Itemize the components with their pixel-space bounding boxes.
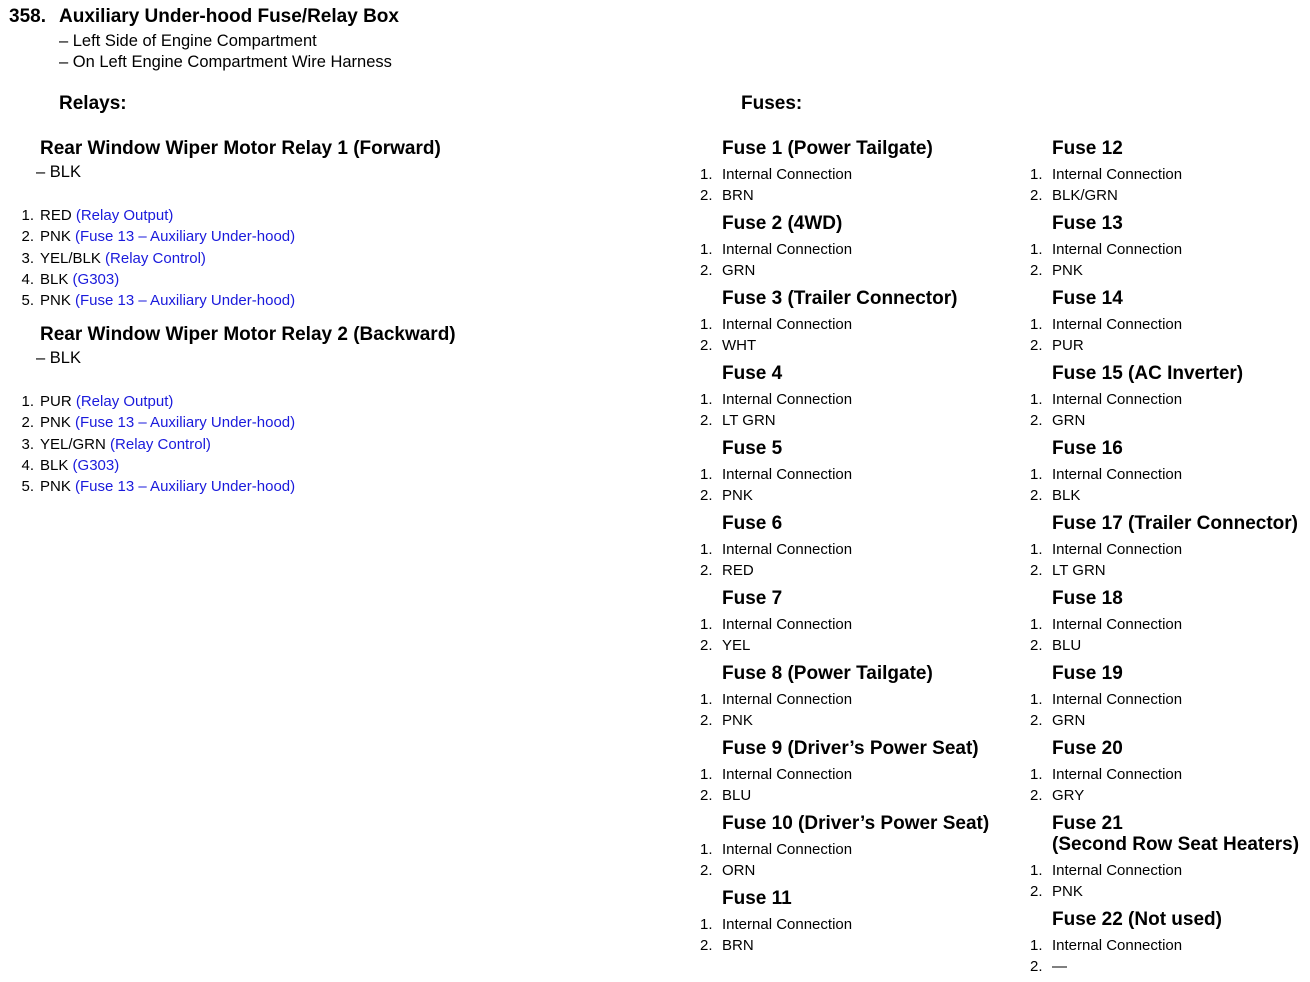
pin-description: Internal Connection (722, 541, 853, 558)
pin-description: PUR (1052, 337, 1084, 354)
fuse-title (722, 888, 792, 909)
pin-description: PNK (722, 487, 753, 504)
pin-number: 2. (700, 562, 713, 579)
pin-description: Internal Connection (722, 916, 853, 933)
pin-number: 2. (700, 262, 713, 279)
fuse-pin-row (1030, 635, 1310, 656)
pin-number: 1. (700, 466, 713, 483)
pin-number: 1. (700, 541, 713, 558)
pin-description (40, 226, 295, 247)
pin-description: GRY (1052, 787, 1085, 804)
pin-description (40, 434, 211, 455)
pin-number: 1. (1030, 466, 1043, 483)
pin-description: PNK (722, 712, 753, 729)
pin-number: 2. (700, 637, 713, 654)
pin-description: — (1052, 958, 1067, 975)
pin-number: 5. (21, 478, 34, 496)
wire-color: PNK (40, 292, 71, 310)
fuse-pin-row (700, 689, 990, 710)
pin-description: GRN (1052, 712, 1086, 729)
pin-description: Internal Connection (722, 391, 853, 408)
fuse-pin-row (1030, 935, 1310, 956)
relay-title: Rear Window Wiper Motor Relay 2 (Backward) (40, 324, 456, 345)
pin-description: BLK (1052, 487, 1081, 504)
pin-row (0, 476, 660, 497)
fuse-pin-row (1030, 335, 1310, 356)
fuse-title-line: Fuse 2 (4WD) (722, 213, 843, 234)
pin-description (40, 455, 119, 476)
fuse-title-line: Fuse 15 (AC Inverter) (1052, 363, 1244, 384)
fuse-pin-row (1030, 614, 1310, 635)
pin-description: Internal Connection (1052, 241, 1183, 258)
pin-description: RED (722, 562, 754, 579)
pin-number: 2. (700, 337, 713, 354)
fuse-title (722, 363, 782, 384)
pin-number: 1. (1030, 691, 1043, 708)
pin-number: 3. (21, 435, 34, 453)
pin-description: Internal Connection (722, 466, 853, 483)
fuse-title (1052, 738, 1123, 759)
pin-function: (Fuse 13 – Auxiliary Under-hood) (75, 478, 296, 496)
fuse-title-line: Fuse 17 (Trailer Connector) (1052, 513, 1299, 534)
fuse-title (1052, 438, 1123, 459)
pin-description (40, 391, 173, 412)
pin-description (40, 476, 295, 497)
fuse-title (1052, 288, 1123, 309)
fuse-title (722, 588, 782, 609)
pin-number: 5. (21, 292, 34, 310)
pin-number: 2. (1030, 487, 1043, 504)
pin-description: BRN (722, 187, 754, 204)
fuse-title (722, 813, 989, 834)
pin-number: 2. (1030, 958, 1043, 975)
fuse-title (1052, 588, 1123, 609)
pin-description: ORN (722, 862, 756, 879)
fuse-pin-row (700, 764, 990, 785)
fuse-pin-row (700, 635, 990, 656)
pin-number: 1. (1030, 241, 1043, 258)
pin-number: 1. (700, 241, 713, 258)
fuse-pin-row (1030, 314, 1310, 335)
fuse-title (722, 138, 933, 159)
fuses-heading: Fuses: (741, 93, 803, 114)
fuse-title-line: Fuse 21 (1052, 813, 1123, 834)
pin-row (0, 391, 660, 412)
pin-number: 2. (700, 937, 713, 954)
pin-description: GRN (1052, 412, 1086, 429)
fuse-pin-row (700, 260, 990, 281)
pin-row (0, 226, 660, 247)
pin-description: GRN (722, 262, 756, 279)
fuse-pin-row (700, 860, 990, 881)
fuse-pin-row (700, 785, 990, 806)
fuse-pin-row (700, 410, 990, 431)
pin-description (40, 205, 173, 226)
fuse-title-line: Fuse 14 (1052, 288, 1123, 309)
pin-number: 2. (1030, 787, 1043, 804)
pin-number: 1. (1030, 166, 1043, 183)
pin-number: 2. (1030, 262, 1043, 279)
pin-number: 1. (700, 616, 713, 633)
fuse-pin-row (1030, 956, 1310, 977)
pin-description: LT GRN (722, 412, 776, 429)
relay-title: Rear Window Wiper Motor Relay 1 (Forward) (40, 138, 441, 159)
pin-description: PNK (1052, 262, 1083, 279)
pin-description: Internal Connection (722, 841, 853, 858)
pin-description: BLK/GRN (1052, 187, 1118, 204)
pin-number: 1. (21, 393, 34, 410)
pin-description (40, 269, 119, 290)
pin-description: Internal Connection (1052, 616, 1183, 633)
fuse-pin-row (700, 539, 990, 560)
fuse-title (722, 438, 782, 459)
pin-number: 1. (700, 766, 713, 783)
pin-number: 1. (1030, 316, 1043, 333)
pin-row (0, 455, 660, 476)
pin-description: BLU (722, 787, 752, 804)
pin-number: 2. (1030, 712, 1043, 729)
wire-color: YEL/BLK (40, 249, 101, 267)
location-line: – On Left Engine Compartment Wire Harness (59, 53, 392, 71)
fuse-title-line: Fuse 12 (1052, 138, 1123, 159)
fuse-pin-row (1030, 389, 1310, 410)
pin-row (0, 434, 660, 455)
item-number: 358. (9, 6, 46, 27)
pin-description: Internal Connection (1052, 316, 1183, 333)
pin-number: 1. (700, 841, 713, 858)
fuse-title-line: Fuse 11 (722, 888, 792, 909)
fuse-pin-row (1030, 185, 1310, 206)
fuse-pin-row (700, 464, 990, 485)
pin-description: BLU (1052, 637, 1082, 654)
fuse-pin-row (700, 614, 990, 635)
pin-number: 1. (700, 391, 713, 408)
wire-color: YEL/GRN (40, 435, 106, 453)
pin-number: 4. (21, 270, 34, 288)
wire-color: BLK (40, 456, 69, 474)
fuse-title (722, 288, 957, 309)
pin-row (0, 248, 660, 269)
fuse-pin-row (1030, 860, 1310, 881)
fuse-pin-row (700, 839, 990, 860)
fuse-pin-row (700, 914, 990, 935)
pin-number: 2. (700, 187, 713, 204)
pin-description: Internal Connection (1052, 391, 1183, 408)
fuse-title-line: Fuse 18 (1052, 588, 1123, 609)
fuse-title (722, 738, 979, 759)
pin-number: 1. (1030, 937, 1043, 954)
fuse-title-line: Fuse 8 (Power Tailgate) (722, 663, 933, 684)
pin-description: Internal Connection (1052, 937, 1183, 954)
fuse-title-line: Fuse 16 (1052, 438, 1123, 459)
pin-number: 2. (1030, 187, 1043, 204)
pin-number: 1. (700, 316, 713, 333)
pin-number: 2. (1030, 412, 1043, 429)
relay-connector-color: – BLK (36, 349, 81, 367)
pin-number: 2. (1030, 337, 1043, 354)
fuse-pin-row (1030, 239, 1310, 260)
pin-description (40, 248, 206, 269)
pin-number: 1. (700, 166, 713, 183)
wire-color: PNK (40, 228, 71, 246)
pin-function: (G303) (72, 270, 120, 288)
fuse-pin-row (700, 389, 990, 410)
pin-description: LT GRN (1052, 562, 1106, 579)
fuse-title (1052, 363, 1243, 384)
wire-color: PNK (40, 478, 71, 496)
pin-description: Internal Connection (722, 766, 853, 783)
wire-color: BLK (40, 270, 69, 288)
pin-description: Internal Connection (1052, 541, 1183, 558)
relays-heading: Relays: (59, 93, 127, 114)
pin-number: 1. (1030, 766, 1043, 783)
fuse-title (722, 513, 782, 534)
pin-description (40, 412, 295, 433)
fuse-pin-row (700, 485, 990, 506)
fuse-pin-row (700, 935, 990, 956)
pin-function: (Fuse 13 – Auxiliary Under-hood) (75, 228, 296, 246)
pin-description (40, 290, 295, 311)
pin-row (0, 290, 660, 311)
pin-number: 1. (21, 207, 34, 224)
fuse-title (1052, 663, 1123, 684)
pin-description: Internal Connection (1052, 862, 1183, 879)
fuse-title (1052, 813, 1299, 855)
fuse-title-line: Fuse 22 (Not used) (1052, 909, 1222, 930)
pin-function: (Relay Output) (75, 393, 174, 410)
pin-function: (Fuse 13 – Auxiliary Under-hood) (75, 292, 296, 310)
fuse-title (1052, 213, 1123, 234)
pin-description: Internal Connection (722, 616, 853, 633)
fuse-title (1052, 909, 1222, 930)
fuse-title (1052, 513, 1298, 534)
pin-description: Internal Connection (1052, 691, 1183, 708)
fuse-title-line: Fuse 6 (722, 513, 783, 534)
wire-color: PNK (40, 414, 71, 432)
pin-number: 2. (21, 228, 34, 246)
fuse-pin-row (700, 710, 990, 731)
fuse-title-line: Fuse 3 (Trailer Connector) (722, 288, 958, 309)
pin-function: (Fuse 13 – Auxiliary Under-hood) (75, 414, 296, 432)
fuse-pin-row (700, 560, 990, 581)
pin-description: BRN (722, 937, 754, 954)
fuse-pin-row (1030, 785, 1310, 806)
fuse-pin-row (700, 335, 990, 356)
pin-row (0, 412, 660, 433)
fuse-title (1052, 138, 1123, 159)
pin-number: 2. (1030, 883, 1043, 900)
fuse-title-line: Fuse 1 (Power Tailgate) (722, 138, 933, 159)
pin-description: Internal Connection (722, 316, 853, 333)
location-line: – Left Side of Engine Compartment (59, 32, 317, 50)
pin-description: Internal Connection (1052, 466, 1183, 483)
pin-description: Internal Connection (722, 166, 853, 183)
fuse-pin-row (1030, 410, 1310, 431)
fuse-pin-row (1030, 689, 1310, 710)
pin-description: WHT (722, 337, 757, 354)
pin-description: Internal Connection (722, 691, 853, 708)
pin-number: 1. (1030, 616, 1043, 633)
fuse-pin-row (1030, 260, 1310, 281)
pin-number: 1. (1030, 541, 1043, 558)
pin-number: 2. (700, 412, 713, 429)
pin-description: YEL (722, 637, 751, 654)
page-title: Auxiliary Under-hood Fuse/Relay Box (59, 6, 399, 27)
fuse-pin-row (1030, 464, 1310, 485)
pin-row (0, 269, 660, 290)
pin-number: 1. (700, 916, 713, 933)
pin-number: 3. (21, 249, 34, 267)
pin-number: 2. (700, 712, 713, 729)
pin-function: (Relay Output) (75, 207, 174, 224)
relay-connector-color: – BLK (36, 163, 81, 181)
fuse-title-line: Fuse 7 (722, 588, 783, 609)
pin-number: 4. (21, 456, 34, 474)
pin-description: PNK (1052, 883, 1083, 900)
fuse-pin-row (1030, 710, 1310, 731)
pin-function: (Relay Control) (105, 249, 206, 267)
fuse-title (722, 663, 933, 684)
fuse-pin-row (1030, 485, 1310, 506)
pin-number: 2. (1030, 562, 1043, 579)
fuse-pin-row (1030, 539, 1310, 560)
fuse-title-line: Fuse 4 (722, 363, 783, 384)
fuse-title-line: Fuse 9 (Driver’s Power Seat) (722, 738, 979, 759)
pin-number: 2. (21, 414, 34, 432)
pin-description: Internal Connection (1052, 766, 1183, 783)
fuse-title (722, 213, 842, 234)
fuse-pin-row (700, 239, 990, 260)
fuse-pin-row (700, 314, 990, 335)
fuse-title-line: Fuse 5 (722, 438, 783, 459)
pin-number: 2. (700, 862, 713, 879)
pin-description: Internal Connection (722, 241, 853, 258)
fuse-pin-row (700, 185, 990, 206)
pin-function: (G303) (72, 456, 120, 474)
pin-number: 2. (1030, 637, 1043, 654)
fuse-pin-row (1030, 560, 1310, 581)
pin-number: 1. (1030, 862, 1043, 879)
wire-color: RED (40, 207, 72, 224)
fuse-title-line: Fuse 20 (1052, 738, 1123, 759)
wire-color: PUR (40, 393, 72, 410)
pin-number: 1. (700, 691, 713, 708)
fuse-pin-row (1030, 881, 1310, 902)
fuse-pin-row (1030, 764, 1310, 785)
pin-number: 2. (700, 787, 713, 804)
pin-number: 2. (700, 487, 713, 504)
fuse-pin-row (700, 164, 990, 185)
fuse-title-line: Fuse 19 (1052, 663, 1123, 684)
pin-number: 1. (1030, 391, 1043, 408)
fuse-pin-row (1030, 164, 1310, 185)
pin-function: (Relay Control) (110, 435, 211, 453)
fuse-title-line: Fuse 13 (1052, 213, 1123, 234)
pin-description: Internal Connection (1052, 166, 1183, 183)
fuse-title-line: (Second Row Seat Heaters) (1052, 834, 1300, 855)
fuse-title-line: Fuse 10 (Driver’s Power Seat) (722, 813, 990, 834)
pin-row (0, 205, 660, 226)
